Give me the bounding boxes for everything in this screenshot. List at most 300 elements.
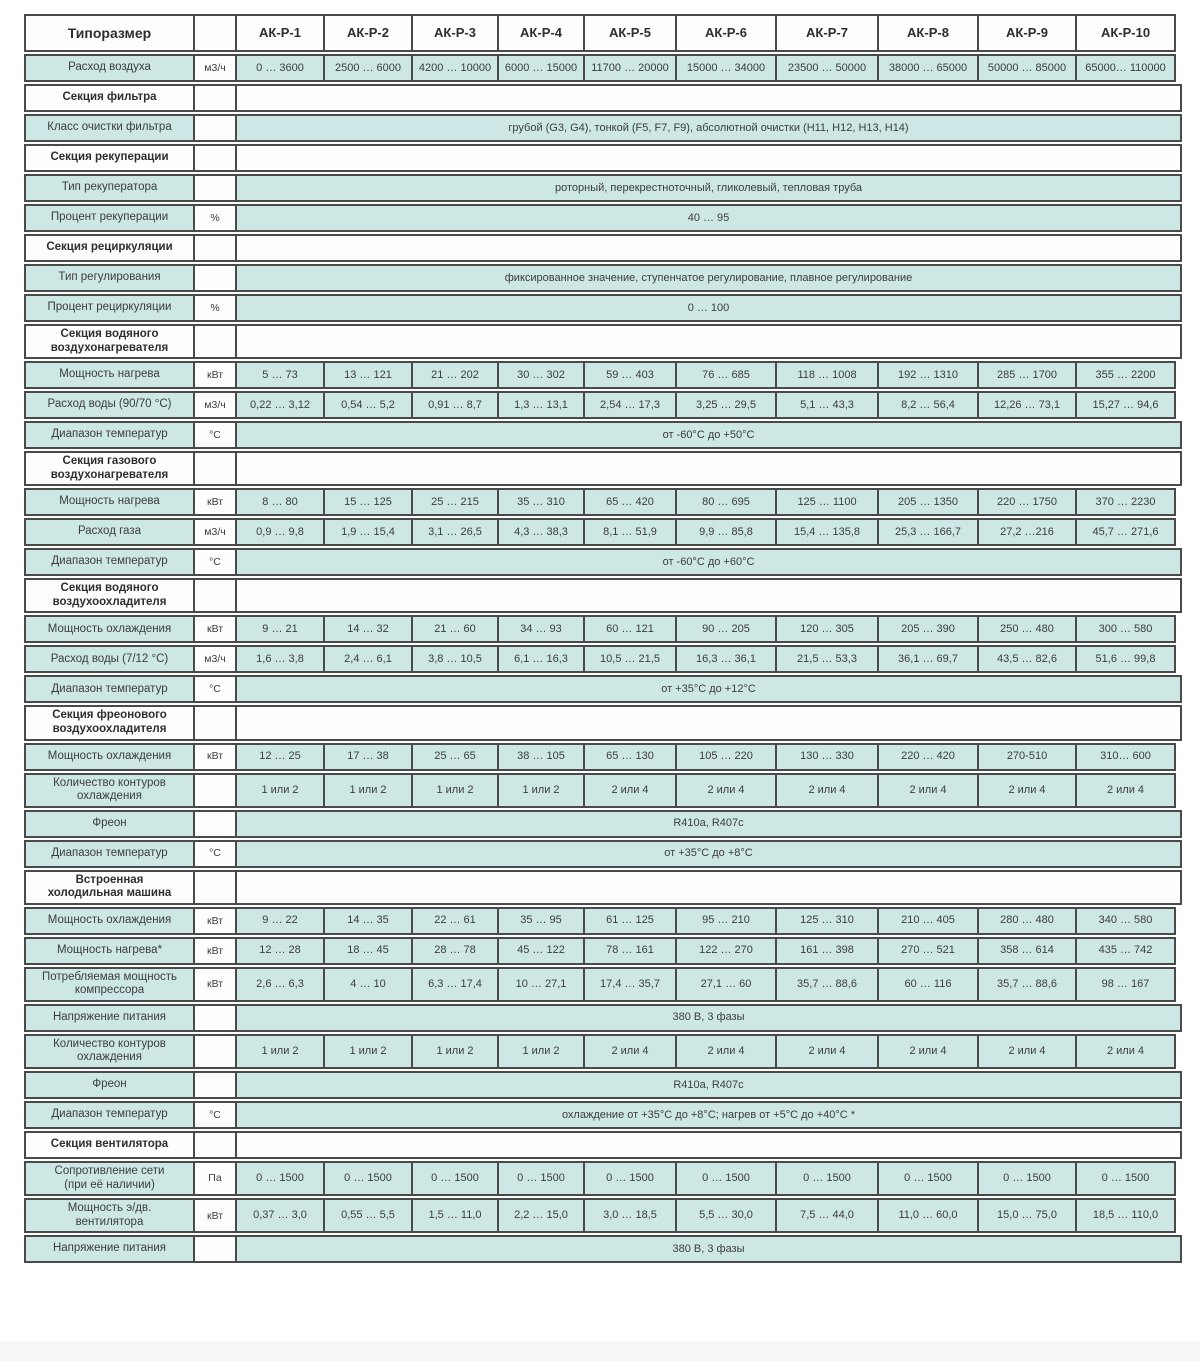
table-row [24,743,1182,771]
unit-cell [193,264,237,292]
value-cell: 11,0 … 60,0 [877,1198,979,1233]
unit-cell [193,773,237,808]
table-row [24,1071,1182,1099]
value-cell: 76 … 685 [675,361,777,389]
value-cell: 370 … 2230 [1075,488,1176,516]
value-cell: 435 … 742 [1075,937,1176,965]
value-cell: 1,9 … 15,4 [323,518,413,546]
value-cell: 2 или 4 [675,773,777,808]
value-cell: 38 … 105 [497,743,585,771]
value-cell: 2 или 4 [1075,773,1176,808]
value-cell: 0 … 1500 [1075,1161,1176,1196]
value-cell: 2 или 4 [775,1034,879,1069]
value-cell: 355 … 2200 [1075,361,1176,389]
section-empty-cell [235,870,1182,905]
section-row [24,1131,1182,1159]
value-cell: 2 или 4 [977,1034,1077,1069]
value-cell: 205 … 1350 [877,488,979,516]
value-cell: 210 … 405 [877,907,979,935]
unit-cell: кВт [193,907,237,935]
value-cell: 51,6 … 99,8 [1075,645,1176,673]
unit-cell [193,144,237,172]
value-cell: 2 или 4 [1075,1034,1176,1069]
section-empty-cell [235,144,1182,172]
value-cell: 1 или 2 [323,1034,413,1069]
unit-cell [193,1071,237,1099]
section-row [24,324,1182,359]
merged-value-cell: роторный, перекрестноточный, гликолевый, тепловая труба [235,174,1182,202]
unit-cell [193,870,237,905]
row-label-cell: Класс очистки фильтра [24,114,195,142]
row-label-cell: Диапазон температур [24,1101,195,1129]
table-row [24,1101,1182,1129]
value-cell: 2,54 … 17,3 [583,391,677,419]
value-cell: 125 … 310 [775,907,879,935]
section-empty-cell [235,234,1182,262]
value-cell: 0 … 1500 [497,1161,585,1196]
value-cell: 0,37 … 3,0 [235,1198,325,1233]
value-cell: 34 … 93 [497,615,585,643]
unit-cell [193,1034,237,1069]
table-row [24,967,1182,1002]
value-cell: 27,1 … 60 [675,967,777,1002]
unit-cell: °С [193,840,237,868]
unit-cell [193,114,237,142]
value-cell: 2,2 … 15,0 [497,1198,585,1233]
row-label-cell: Процент рециркуляции [24,294,195,322]
value-cell: 0 … 1500 [675,1161,777,1196]
row-label-cell: Напряжение питания [24,1004,195,1032]
unit-cell: % [193,294,237,322]
value-cell: 1,5 … 11,0 [411,1198,499,1233]
table-row [24,773,1182,808]
value-cell: 8,1 … 51,9 [583,518,677,546]
row-label-cell: Тип рекуператора [24,174,195,202]
unit-cell: % [193,204,237,232]
value-cell: 358 … 614 [977,937,1077,965]
table-header-row [24,14,1182,52]
table-row [24,907,1182,935]
unit-cell [193,705,237,740]
value-cell: 2 или 4 [775,773,879,808]
row-label-cell: Количество контуров охлаждения [24,773,195,808]
value-cell: 9 … 22 [235,907,325,935]
unit-cell [193,84,237,112]
value-cell: 118 … 1008 [775,361,879,389]
table-row [24,1034,1182,1069]
row-label-cell: Расход газа [24,518,195,546]
value-cell: 12 … 28 [235,937,325,965]
row-label-cell: Мощность охлаждения [24,615,195,643]
section-row [24,84,1182,112]
row-label-cell: Потребляемая мощность компрессора [24,967,195,1002]
value-cell: 25 … 65 [411,743,499,771]
table-row [24,114,1182,142]
value-cell: 7,5 … 44,0 [775,1198,879,1233]
table-row [24,615,1182,643]
value-cell: 1 или 2 [235,1034,325,1069]
value-cell: 21,5 … 53,3 [775,645,879,673]
value-cell: 60 … 116 [877,967,979,1002]
header-model-cell: АК-Р-4 [497,14,585,52]
table-row [24,174,1182,202]
value-cell: 0 … 1500 [323,1161,413,1196]
header-model-cell: АК-Р-9 [977,14,1077,52]
value-cell: 2 или 4 [877,1034,979,1069]
value-cell: 16,3 … 36,1 [675,645,777,673]
row-label-cell: Расход воздуха [24,54,195,82]
section-label-cell: Секция рециркуляции [24,234,195,262]
section-label-cell: Секция водяного воздухонагревателя [24,324,195,359]
table-row [24,645,1182,673]
value-cell: 65000… 110000 [1075,54,1176,82]
value-cell: 0,55 … 5,5 [323,1198,413,1233]
section-label-cell: Секция вентилятора [24,1131,195,1159]
unit-cell: кВт [193,1198,237,1233]
merged-value-cell: R410a, R407c [235,1071,1182,1099]
table-row [24,294,1182,322]
row-label-cell: Расход воды (90/70 °С) [24,391,195,419]
value-cell: 25 … 215 [411,488,499,516]
table-row [24,264,1182,292]
value-cell: 10 … 27,1 [497,967,585,1002]
table-row [24,391,1182,419]
value-cell: 8,2 … 56,4 [877,391,979,419]
row-label-cell: Мощность нагрева [24,488,195,516]
table-row [24,1235,1182,1263]
unit-cell: °С [193,548,237,576]
merged-value-cell: 380 В, 3 фазы [235,1004,1182,1032]
value-cell: 0,22 … 3,12 [235,391,325,419]
merged-value-cell: от -60°С до +50°С [235,421,1182,449]
merged-value-cell: 0 … 100 [235,294,1182,322]
row-label-cell: Мощность нагрева* [24,937,195,965]
table-row [24,204,1182,232]
table-row [24,840,1182,868]
header-model-cell: АК-Р-6 [675,14,777,52]
value-cell: 21 … 60 [411,615,499,643]
value-cell: 1 или 2 [497,773,585,808]
section-row [24,234,1182,262]
unit-cell [193,1004,237,1032]
row-label-cell: Фреон [24,1071,195,1099]
value-cell: 1 или 2 [323,773,413,808]
unit-cell: м3/ч [193,645,237,673]
value-cell: 2,6 … 6,3 [235,967,325,1002]
value-cell: 61 … 125 [583,907,677,935]
unit-cell: кВт [193,615,237,643]
value-cell: 250 … 480 [977,615,1077,643]
section-row [24,451,1182,486]
row-label-cell: Диапазон температур [24,421,195,449]
header-unit-cell [193,14,237,52]
value-cell: 14 … 32 [323,615,413,643]
value-cell: 9,9 … 85,8 [675,518,777,546]
section-label-cell: Секция водяного воздухоохладителя [24,578,195,613]
value-cell: 12,26 … 73,1 [977,391,1077,419]
value-cell: 45,7 … 271,6 [1075,518,1176,546]
value-cell: 0 … 3600 [235,54,325,82]
value-cell: 220 … 1750 [977,488,1077,516]
section-label-cell: Секция газового воздухонагревателя [24,451,195,486]
section-label-cell: Секция фильтра [24,84,195,112]
value-cell: 6,3 … 17,4 [411,967,499,1002]
value-cell: 15,27 … 94,6 [1075,391,1176,419]
value-cell: 3,1 … 26,5 [411,518,499,546]
section-row [24,870,1182,905]
value-cell: 0 … 1500 [977,1161,1077,1196]
table-row [24,1198,1182,1233]
unit-cell: кВт [193,488,237,516]
value-cell: 35 … 310 [497,488,585,516]
value-cell: 270-510 [977,743,1077,771]
value-cell: 65 … 420 [583,488,677,516]
unit-cell [193,324,237,359]
value-cell: 2 или 4 [977,773,1077,808]
value-cell: 18,5 … 110,0 [1075,1198,1176,1233]
header-model-cell: АК-Р-1 [235,14,325,52]
value-cell: 1,6 … 3,8 [235,645,325,673]
value-cell: 4 … 10 [323,967,413,1002]
value-cell: 15 … 125 [323,488,413,516]
value-cell: 270 … 521 [877,937,979,965]
value-cell: 36,1 … 69,7 [877,645,979,673]
value-cell: 38000 … 65000 [877,54,979,82]
value-cell: 122 … 270 [675,937,777,965]
header-model-cell: АК-Р-5 [583,14,677,52]
value-cell: 6,1 … 16,3 [497,645,585,673]
header-model-cell: АК-Р-3 [411,14,499,52]
value-cell: 130 … 330 [775,743,879,771]
unit-cell: °С [193,675,237,703]
merged-value-cell: грубой (G3, G4), тонкой (F5, F7, F9), абсолютной очистки (H11, H12, H13, H14) [235,114,1182,142]
value-cell: 15,4 … 135,8 [775,518,879,546]
value-cell: 192 … 1310 [877,361,979,389]
table-row [24,488,1182,516]
value-cell: 13 … 121 [323,361,413,389]
row-label-cell: Диапазон температур [24,548,195,576]
value-cell: 0,54 … 5,2 [323,391,413,419]
header-model-cell: АК-Р-7 [775,14,879,52]
table-row [24,54,1182,82]
header-model-cell: АК-Р-10 [1075,14,1176,52]
value-cell: 3,0 … 18,5 [583,1198,677,1233]
value-cell: 4,3 … 38,3 [497,518,585,546]
value-cell: 11700 … 20000 [583,54,677,82]
value-cell: 35,7 … 88,6 [977,967,1077,1002]
value-cell: 4200 … 10000 [411,54,499,82]
merged-value-cell: охлаждение от +35°С до +8°С; нагрев от +5°С до +40°С * [235,1101,1182,1129]
row-label-cell: Расход воды (7/12 °С) [24,645,195,673]
unit-cell: Па [193,1161,237,1196]
section-empty-cell [235,84,1182,112]
value-cell: 1 или 2 [235,773,325,808]
value-cell: 280 … 480 [977,907,1077,935]
row-label-cell: Мощность охлаждения [24,743,195,771]
unit-cell [193,578,237,613]
section-label-cell: Секция рекуперации [24,144,195,172]
row-label-cell: Напряжение питания [24,1235,195,1263]
section-empty-cell [235,451,1182,486]
page-bottom-strip [0,1341,1200,1361]
unit-cell [193,1131,237,1159]
value-cell: 220 … 420 [877,743,979,771]
table-row [24,1161,1182,1196]
value-cell: 205 … 390 [877,615,979,643]
value-cell: 10,5 … 21,5 [583,645,677,673]
unit-cell: кВт [193,967,237,1002]
value-cell: 0,9 … 9,8 [235,518,325,546]
value-cell: 12 … 25 [235,743,325,771]
row-label-cell: Мощность нагрева [24,361,195,389]
section-row [24,705,1182,740]
value-cell: 95 … 210 [675,907,777,935]
row-label-cell: Сопротивление сети (при её наличии) [24,1161,195,1196]
value-cell: 35 … 95 [497,907,585,935]
row-label-cell: Диапазон температур [24,840,195,868]
value-cell: 60 … 121 [583,615,677,643]
section-empty-cell [235,1131,1182,1159]
value-cell: 1 или 2 [411,1034,499,1069]
value-cell: 120 … 305 [775,615,879,643]
row-label-cell: Мощность э/дв. вентилятора [24,1198,195,1233]
header-title-cell: Типоразмер [24,14,195,52]
row-label-cell: Мощность охлаждения [24,907,195,935]
value-cell: 1 или 2 [497,1034,585,1069]
section-row [24,578,1182,613]
section-empty-cell [235,578,1182,613]
unit-cell: кВт [193,361,237,389]
table-row [24,421,1182,449]
value-cell: 35,7 … 88,6 [775,967,879,1002]
merged-value-cell: от -60°С до +60°С [235,548,1182,576]
value-cell: 5,1 … 43,3 [775,391,879,419]
value-cell: 9 … 21 [235,615,325,643]
section-label-cell: Секция фреонового воздухоохладителя [24,705,195,740]
merged-value-cell: R410a, R407c [235,810,1182,838]
section-empty-cell [235,705,1182,740]
table-row [24,1004,1182,1032]
value-cell: 0 … 1500 [877,1161,979,1196]
value-cell: 340 … 580 [1075,907,1176,935]
value-cell: 8 … 80 [235,488,325,516]
row-label-cell: Количество контуров охлаждения [24,1034,195,1069]
merged-value-cell: 40 … 95 [235,204,1182,232]
value-cell: 3,25 … 29,5 [675,391,777,419]
value-cell: 25,3 … 166,7 [877,518,979,546]
value-cell: 50000 … 85000 [977,54,1077,82]
value-cell: 90 … 205 [675,615,777,643]
value-cell: 2 или 4 [583,1034,677,1069]
value-cell: 5 … 73 [235,361,325,389]
unit-cell [193,1235,237,1263]
value-cell: 80 … 695 [675,488,777,516]
value-cell: 161 … 398 [775,937,879,965]
value-cell: 2 или 4 [675,1034,777,1069]
value-cell: 125 … 1100 [775,488,879,516]
unit-cell: м3/ч [193,518,237,546]
value-cell: 23500 … 50000 [775,54,879,82]
table-row [24,518,1182,546]
spec-table [24,14,1182,1265]
row-label-cell: Тип регулирования [24,264,195,292]
value-cell: 310… 600 [1075,743,1176,771]
value-cell: 18 … 45 [323,937,413,965]
table-row [24,361,1182,389]
value-cell: 0 … 1500 [583,1161,677,1196]
header-model-cell: АК-Р-2 [323,14,413,52]
unit-cell: °С [193,1101,237,1129]
value-cell: 0 … 1500 [775,1161,879,1196]
value-cell: 22 … 61 [411,907,499,935]
unit-cell [193,810,237,838]
header-model-cell: АК-Р-8 [877,14,979,52]
unit-cell [193,174,237,202]
merged-value-cell: фиксированное значение, ступенчатое регулирование, плавное регулирование [235,264,1182,292]
value-cell: 6000 … 15000 [497,54,585,82]
unit-cell: кВт [193,937,237,965]
value-cell: 14 … 35 [323,907,413,935]
unit-cell: м3/ч [193,391,237,419]
unit-cell [193,234,237,262]
value-cell: 3,8 … 10,5 [411,645,499,673]
value-cell: 43,5 … 82,6 [977,645,1077,673]
value-cell: 5,5 … 30,0 [675,1198,777,1233]
value-cell: 2 или 4 [877,773,979,808]
section-empty-cell [235,324,1182,359]
value-cell: 59 … 403 [583,361,677,389]
unit-cell: кВт [193,743,237,771]
value-cell: 285 … 1700 [977,361,1077,389]
row-label-cell: Фреон [24,810,195,838]
table-row [24,937,1182,965]
table-row [24,675,1182,703]
value-cell: 98 … 167 [1075,967,1176,1002]
table-row [24,810,1182,838]
merged-value-cell: от +35°С до +12°С [235,675,1182,703]
section-row [24,144,1182,172]
value-cell: 0 … 1500 [411,1161,499,1196]
table-row [24,548,1182,576]
value-cell: 1,3 … 13,1 [497,391,585,419]
row-label-cell: Диапазон температур [24,675,195,703]
value-cell: 15,0 … 75,0 [977,1198,1077,1233]
unit-cell: °С [193,421,237,449]
value-cell: 28 … 78 [411,937,499,965]
value-cell: 17 … 38 [323,743,413,771]
section-label-cell: Встроенная холодильная машина [24,870,195,905]
merged-value-cell: от +35°С до +8°С [235,840,1182,868]
value-cell: 2 или 4 [583,773,677,808]
value-cell: 65 … 130 [583,743,677,771]
row-label-cell: Процент рекуперации [24,204,195,232]
value-cell: 300 … 580 [1075,615,1176,643]
value-cell: 45 … 122 [497,937,585,965]
value-cell: 27,2 …216 [977,518,1077,546]
merged-value-cell: 380 В, 3 фазы [235,1235,1182,1263]
value-cell: 2,4 … 6,1 [323,645,413,673]
value-cell: 17,4 … 35,7 [583,967,677,1002]
value-cell: 15000 … 34000 [675,54,777,82]
value-cell: 0,91 … 8,7 [411,391,499,419]
unit-cell: м3/ч [193,54,237,82]
value-cell: 21 … 202 [411,361,499,389]
value-cell: 30 … 302 [497,361,585,389]
value-cell: 1 или 2 [411,773,499,808]
value-cell: 78 … 161 [583,937,677,965]
value-cell: 0 … 1500 [235,1161,325,1196]
value-cell: 105 … 220 [675,743,777,771]
